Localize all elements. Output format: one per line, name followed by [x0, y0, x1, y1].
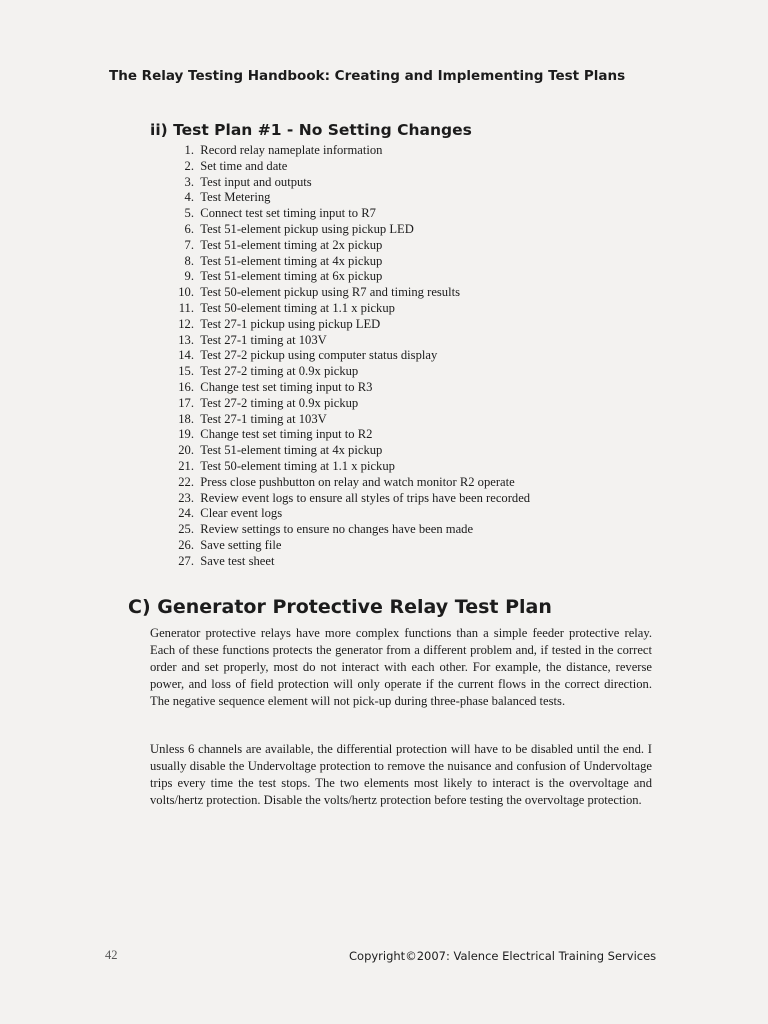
list-item-text: Test 27-1 pickup using pickup LED	[200, 316, 381, 331]
list-item-number: 20.	[178, 443, 194, 458]
list-item	[160, 380, 530, 396]
list-item-number: 2.	[184, 158, 194, 173]
list-item	[160, 285, 530, 301]
list-item	[160, 348, 530, 364]
running-header: The Relay Testing Handbook: Creating and Implementing Test Plans	[109, 68, 626, 84]
list-item	[160, 475, 530, 491]
list-item-text: Clear event logs	[200, 506, 283, 521]
list-item	[160, 506, 530, 522]
list-item	[160, 554, 530, 570]
list-item	[160, 396, 530, 412]
list-item-text: Review event logs to ensure all styles of trips have been recorded	[200, 490, 531, 505]
list-item-text: Set time and date	[200, 158, 288, 173]
list-item	[160, 175, 530, 191]
list-item-number: 23.	[178, 490, 194, 505]
list-item-text: Save setting file	[200, 537, 282, 552]
list-item-number: 4.	[184, 190, 194, 205]
list-item-text: Press close pushbutton on relay and watch monitor R2 operate	[200, 474, 515, 489]
list-item-text: Test 50-element timing at 1.1 x pickup	[200, 300, 395, 315]
list-item	[160, 412, 530, 428]
list-item-number: 17.	[178, 395, 194, 410]
list-item	[160, 333, 530, 349]
list-item	[160, 238, 530, 254]
list-item	[160, 427, 530, 443]
list-item-text: Change test set timing input to R2	[200, 427, 373, 442]
generator-paragraph-1: Generator protective relays have more complex functions than a simple feeder protective relay. Each of these functions protects the generator from a different problem and, if tested in the correct order and set properly, most do not interact with each other. For example, the distance, reverse power, and loss of field protection will only operate if the current flows in the correct direction. The negative sequence element will not pick-up during three-phase balanced tests.	[150, 626, 652, 708]
list-item	[160, 443, 530, 459]
list-item-number: 27.	[178, 553, 194, 568]
list-item-number: 15.	[178, 364, 194, 379]
list-item-text: Test 27-1 timing at 103V	[200, 411, 327, 426]
list-item-text: Test 51-element timing at 6x pickup	[200, 269, 383, 284]
list-item-text: Test 51-element timing at 4x pickup	[200, 253, 383, 268]
list-item-text: Review settings to ensure no changes have been made	[200, 522, 474, 537]
list-item-text: Change test set timing input to R3	[200, 379, 373, 394]
list-item-number: 9.	[184, 269, 194, 284]
list-item-number: 14.	[178, 348, 194, 363]
list-item-text: Test 27-2 timing at 0.9x pickup	[200, 364, 359, 379]
list-item-text: Test 27-1 timing at 103V	[200, 332, 327, 347]
test-plan-steps	[160, 143, 530, 570]
list-item	[160, 317, 530, 333]
list-item	[160, 459, 530, 475]
list-item	[160, 206, 530, 222]
list-item-text: Test 50-element timing at 1.1 x pickup	[200, 458, 395, 473]
list-item-number: 26.	[178, 537, 194, 552]
list-item-text: Test 50-element pickup using R7 and timing results	[200, 285, 460, 300]
list-item	[160, 538, 530, 554]
list-item-number: 1.	[184, 143, 194, 157]
list-item-text: Record relay nameplate information	[200, 143, 383, 157]
list-item	[160, 522, 530, 538]
list-item-number: 12.	[178, 316, 194, 331]
list-item-number: 3.	[184, 174, 194, 189]
page-number: 42	[105, 948, 118, 962]
list-item	[160, 143, 530, 159]
list-item-text: Test 51-element timing at 4x pickup	[200, 443, 383, 458]
list-item-number: 8.	[184, 253, 194, 268]
list-item-number: 19.	[178, 427, 194, 442]
list-item-number: 16.	[178, 379, 194, 394]
generator-section-heading: C) Generator Protective Relay Test Plan	[128, 596, 552, 618]
list-item-number: 18.	[178, 411, 194, 426]
list-item-number: 25.	[178, 522, 194, 537]
list-item-number: 21.	[178, 458, 194, 473]
list-item-number: 11.	[178, 300, 194, 315]
list-item-text: Test 27-2 pickup using computer status display	[200, 348, 438, 363]
list-item-number: 5.	[184, 206, 194, 221]
list-item-text: Test 51-element pickup using pickup LED	[200, 221, 414, 236]
list-item	[160, 301, 530, 317]
list-item	[160, 364, 530, 380]
list-item-text: Test 27-2 timing at 0.9x pickup	[200, 395, 359, 410]
test-plan-heading: ii) Test Plan #1 - No Setting Changes	[150, 121, 472, 139]
list-item-number: 24.	[178, 506, 194, 521]
list-item-text: Test 51-element timing at 2x pickup	[200, 237, 383, 252]
list-item-number: 6.	[184, 221, 194, 236]
list-item-text: Connect test set timing input to R7	[200, 206, 376, 221]
list-item	[160, 254, 530, 270]
list-item	[160, 491, 530, 507]
list-item-number: 7.	[184, 237, 194, 252]
list-item	[160, 269, 530, 285]
list-item-number: 13.	[178, 332, 194, 347]
list-item	[160, 159, 530, 175]
list-item-number: 22.	[178, 474, 194, 489]
list-item-text: Save test sheet	[200, 553, 275, 568]
list-item-number: 10.	[178, 285, 194, 300]
list-item	[160, 190, 530, 206]
list-item-text: Test input and outputs	[200, 174, 312, 189]
list-item-text: Test Metering	[200, 190, 271, 205]
list-item	[160, 222, 530, 238]
generator-paragraph-2: Unless 6 channels are available, the differential protection will have to be disabled until the end. I usually disable the Undervoltage protection to remove the nuisance and confusion of Undervoltage trips every time the test stops. The two elements most likely to interact is the overvoltage and volts/hertz protection. Disable the volts/hertz protection before testing the overvoltage protection.	[150, 742, 652, 807]
copyright-footer: Copyright©2007: Valence Electrical Training Services	[349, 949, 657, 963]
